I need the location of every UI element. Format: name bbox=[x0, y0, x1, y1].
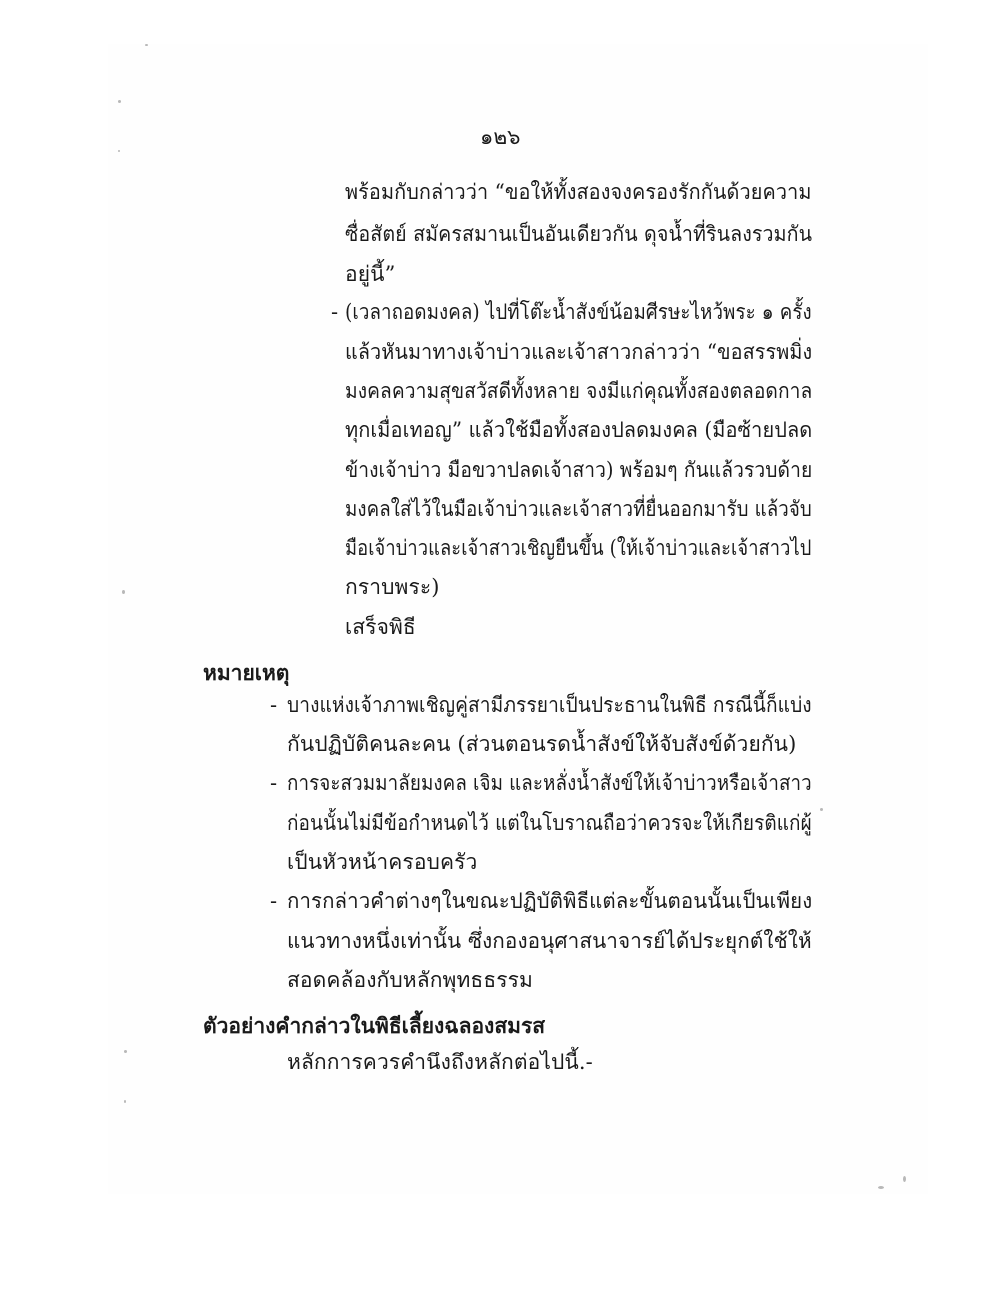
body-line: มงคลใส่ไว้ในมือเจ้าบ่าวและเจ้าสาวที่ยื่นออกมารับ แล้วจับ bbox=[345, 497, 812, 521]
body-line: (เวลาถอดมงคล) ไปที่โต๊ะน้ำสังข์น้อมศีรษะไหว้พระ ๑ ครั้ง bbox=[345, 300, 812, 324]
note-line: กันปฏิบัติคนละคน (ส่วนตอนรดน้ำสังข์ให้จับสังข์ด้วยกัน) bbox=[287, 732, 797, 756]
scan-speck bbox=[122, 590, 125, 594]
scan-speck bbox=[878, 1186, 884, 1189]
scan-speck bbox=[118, 150, 120, 152]
list-bullet: - bbox=[331, 300, 339, 324]
example-intro: หลักการควรคำนึงถึงหลักต่อไปนี้.- bbox=[287, 1050, 593, 1074]
scan-speck bbox=[145, 44, 148, 46]
body-line: แล้วหันมาทางเจ้าบ่าวและเจ้าสาวกล่าวว่า “ขอสรรพมิ่ง bbox=[345, 340, 813, 364]
page-number: ๑๒๖ bbox=[480, 125, 521, 149]
list-bullet: - bbox=[270, 889, 278, 913]
note-line: ก่อนนั้นไม่มีข้อกำหนดไว้ แต่ในโบราณถือว่าควรจะให้เกียรติแก่ผู้ bbox=[287, 811, 812, 835]
note-line: เป็นหัวหน้าครอบครัว bbox=[287, 850, 478, 874]
scan-speck bbox=[820, 808, 823, 811]
body-line: พร้อมกับกล่าวว่า “ขอให้ทั้งสองจงครองรักกันด้วยความ bbox=[345, 180, 812, 204]
body-line: กราบพระ) bbox=[345, 575, 440, 599]
body-line: ข้างเจ้าบ่าว มือขวาปลดเจ้าสาว) พร้อมๆ กันแล้วรวบด้าย bbox=[345, 458, 813, 482]
body-line: ทุกเมื่อเทอญ” แล้วใช้มือทั้งสองปลดมงคล (มือซ้ายปลด bbox=[345, 418, 813, 442]
note-line: การจะสวมมาลัยมงคล เจิม และหลั่งน้ำสังข์ให้เจ้าบ่าวหรือเจ้าสาว bbox=[287, 771, 812, 795]
scan-speck bbox=[118, 100, 121, 103]
body-line: มงคลความสุขสวัสดีทั้งหลาย จงมีแก่คุณทั้งสองตลอดกาล bbox=[345, 379, 813, 403]
scan-speck bbox=[903, 1176, 906, 1182]
scan-speck bbox=[124, 1050, 127, 1053]
note-line: สอดคล้องกับหลักพุทธธรรม bbox=[287, 968, 533, 992]
note-line: การกล่าวคำต่างๆในขณะปฏิบัติพิธีแต่ละขั้นตอนนั้นเป็นเพียง bbox=[287, 889, 813, 913]
body-line: มือเจ้าบ่าวและเจ้าสาวเชิญยืนขึ้น (ให้เจ้าบ่าวและเจ้าสาวไป bbox=[345, 536, 812, 560]
list-bullet: - bbox=[270, 771, 278, 795]
notes-heading: หมายเหตุ bbox=[203, 660, 290, 685]
body-line: อยู่นี้” bbox=[345, 262, 396, 286]
body-line: ซื่อสัตย์ สมัครสมานเป็นอันเดียวกัน ดุจน้ำที่รินลงรวมกัน bbox=[345, 222, 813, 246]
example-heading: ตัวอย่างคำกล่าวในพิธีเลี้ยงฉลองสมรส bbox=[203, 1013, 546, 1038]
end-of-ceremony: เสร็จพิธี bbox=[345, 615, 416, 639]
list-bullet: - bbox=[270, 693, 278, 717]
note-line: แนวทางหนึ่งเท่านั้น ซึ่งกองอนุศาสนาจารย์ได้ประยุกต์ใช้ให้ bbox=[287, 929, 812, 953]
note-line: บางแห่งเจ้าภาพเชิญคู่สามีภรรยาเป็นประธานในพิธี กรณีนี้ก็แบ่ง bbox=[287, 693, 812, 717]
scan-speck bbox=[124, 1100, 126, 1103]
